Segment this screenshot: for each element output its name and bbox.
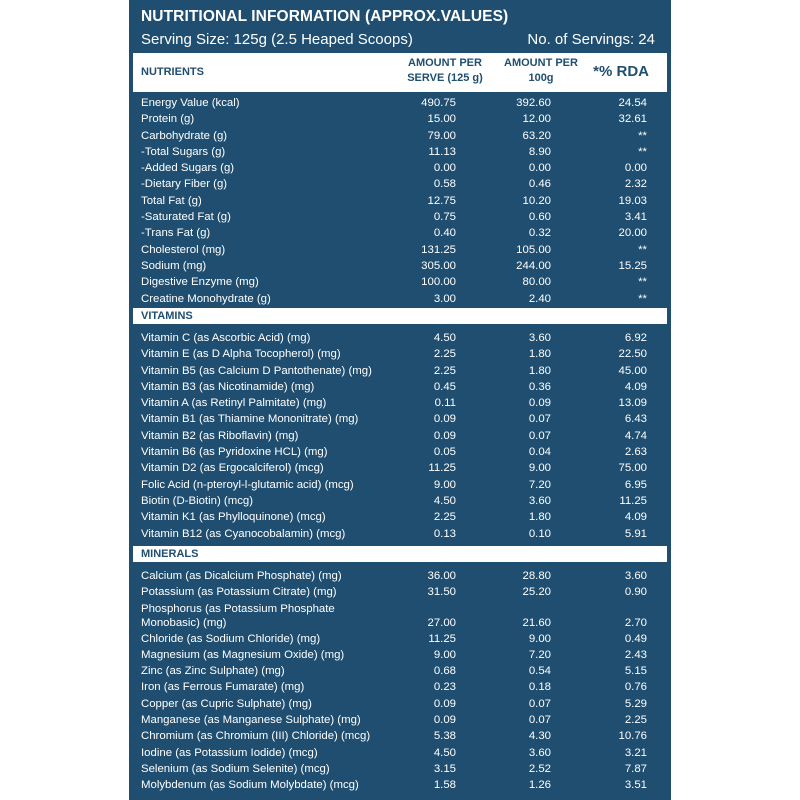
amount-per-serve: 0.00 bbox=[433, 162, 456, 175]
nutrient-name: Vitamin A (as Retinyl Palmitate) (mg) bbox=[141, 397, 327, 410]
rda-percent: 2.63 bbox=[624, 446, 647, 459]
nutrient-name: Vitamin K1 (as Phylloquinone) (mcg) bbox=[141, 511, 326, 524]
table-row bbox=[129, 526, 671, 542]
amount-per-serve: 0.45 bbox=[433, 380, 456, 393]
nutrients-list bbox=[129, 95, 671, 307]
amount-per-serve: 0.09 bbox=[433, 714, 456, 727]
table-row bbox=[129, 477, 671, 493]
vitamins-list bbox=[129, 330, 671, 542]
amount-per-100g: 4.30 bbox=[528, 730, 551, 743]
table-row bbox=[129, 777, 671, 793]
rda-percent: ** bbox=[638, 276, 647, 289]
minerals-list bbox=[129, 568, 671, 794]
amount-per-100g: 0.04 bbox=[528, 446, 551, 459]
nutrient-name: Selenium (as Sodium Selenite) (mcg) bbox=[141, 762, 330, 775]
amount-per-100g: 8.90 bbox=[528, 145, 551, 158]
amount-per-100g: 2.40 bbox=[528, 292, 551, 305]
rda-percent: 6.43 bbox=[624, 413, 647, 426]
nutrient-name: Vitamin B5 (as Calcium D Pantothenate) (mg) bbox=[141, 364, 372, 377]
header-per-serve-line1: AMOUNT PER bbox=[408, 57, 482, 69]
rda-percent: 3.60 bbox=[624, 570, 647, 582]
amount-per-100g: 0.09 bbox=[528, 397, 551, 410]
table-row bbox=[129, 111, 671, 127]
header-per-100g-line2: 100g bbox=[528, 72, 554, 84]
amount-per-100g: 392.60 bbox=[516, 97, 551, 109]
table-row bbox=[129, 363, 671, 379]
amount-per-serve: 0.75 bbox=[433, 211, 456, 224]
rda-percent: 19.03 bbox=[618, 194, 647, 207]
amount-per-100g: 80.00 bbox=[522, 276, 551, 289]
amount-per-serve: 0.09 bbox=[433, 413, 456, 426]
rda-percent: 6.92 bbox=[624, 332, 647, 344]
rda-percent: 0.90 bbox=[624, 586, 647, 599]
table-row bbox=[129, 291, 671, 307]
table-row bbox=[129, 712, 671, 728]
rda-percent: ** bbox=[638, 243, 647, 256]
table-row bbox=[129, 601, 671, 631]
rda-percent: 32.61 bbox=[618, 113, 647, 126]
amount-per-100g: 0.32 bbox=[528, 227, 551, 240]
amount-per-100g: 9.00 bbox=[528, 462, 551, 475]
amount-per-100g: 1.26 bbox=[528, 779, 551, 792]
table-row bbox=[129, 493, 671, 509]
amount-per-serve: 0.13 bbox=[433, 527, 456, 540]
rda-percent: 5.91 bbox=[624, 527, 647, 540]
nutrient-name: Folic Acid (n-pteroyl-l-glutamic acid) (mcg) bbox=[141, 478, 354, 491]
rda-percent: ** bbox=[638, 145, 647, 158]
rda-percent: 10.76 bbox=[618, 730, 647, 743]
amount-per-100g: 1.80 bbox=[528, 511, 551, 524]
nutrient-name: Manganese (as Manganese Sulphate) (mg) bbox=[141, 714, 361, 727]
amount-per-serve: 0.40 bbox=[433, 227, 456, 240]
amount-per-100g: 0.18 bbox=[528, 681, 551, 694]
table-row bbox=[129, 631, 671, 647]
rda-percent: 2.43 bbox=[624, 648, 647, 661]
amount-per-100g: 105.00 bbox=[516, 243, 551, 256]
nutrient-name: Sodium (mg) bbox=[141, 259, 207, 272]
table-row bbox=[129, 568, 671, 584]
rda-percent: 13.09 bbox=[618, 397, 647, 410]
table-row bbox=[129, 679, 671, 695]
amount-per-serve: 490.75 bbox=[421, 97, 456, 109]
rda-percent: ** bbox=[638, 129, 647, 142]
rda-percent: 4.09 bbox=[624, 511, 647, 524]
amount-per-100g: 1.80 bbox=[528, 364, 551, 377]
amount-per-100g: 244.00 bbox=[516, 259, 551, 272]
nutrient-name: Vitamin B6 (as Pyridoxine HCL) (mg) bbox=[141, 446, 328, 459]
amount-per-serve: 131.25 bbox=[421, 243, 456, 256]
nutrient-name: Creatine Monohydrate (g) bbox=[141, 292, 271, 305]
amount-per-100g: 0.46 bbox=[528, 178, 551, 191]
rda-percent: 3.51 bbox=[624, 779, 647, 792]
nutrient-name: Vitamin D2 (as Ergocalciferol) (mcg) bbox=[141, 462, 324, 475]
nutrient-name: Iron (as Ferrous Fumarate) (mg) bbox=[141, 681, 305, 694]
rda-percent: 4.09 bbox=[624, 380, 647, 393]
table-row bbox=[129, 209, 671, 225]
rda-percent: 15.25 bbox=[618, 259, 647, 272]
table-row bbox=[129, 411, 671, 427]
table-row bbox=[129, 761, 671, 777]
amount-per-serve: 0.09 bbox=[433, 429, 456, 442]
nutrient-name: Protein (g) bbox=[141, 113, 195, 126]
amount-per-serve: 4.50 bbox=[433, 494, 456, 507]
amount-per-serve: 5.38 bbox=[433, 730, 456, 743]
amount-per-serve: 2.25 bbox=[433, 511, 456, 524]
nutrient-name: Molybdenum (as Sodium Molybdate) (mcg) bbox=[141, 779, 359, 792]
header-per-serve bbox=[395, 56, 495, 86]
amount-per-serve: 0.23 bbox=[433, 681, 456, 694]
amount-per-100g: 21.60 bbox=[522, 616, 551, 629]
nutrient-name: Calcium (as Dicalcium Phosphate) (mg) bbox=[141, 570, 342, 582]
amount-per-100g: 1.80 bbox=[528, 348, 551, 361]
amount-per-serve: 0.68 bbox=[433, 665, 456, 678]
table-row bbox=[129, 663, 671, 679]
panel-title: NUTRITIONAL INFORMATION (APPROX.VALUES) bbox=[141, 8, 509, 25]
rda-percent: 0.00 bbox=[624, 162, 647, 175]
rda-percent: 0.76 bbox=[624, 681, 647, 694]
amount-per-serve: 4.50 bbox=[433, 746, 456, 759]
amount-per-100g: 9.00 bbox=[528, 632, 551, 645]
amount-per-100g: 25.20 bbox=[522, 586, 551, 599]
amount-per-100g: 3.60 bbox=[528, 746, 551, 759]
amount-per-serve: 27.00 bbox=[427, 616, 456, 629]
nutrient-name: -Total Sugars (g) bbox=[141, 145, 226, 158]
amount-per-serve: 0.11 bbox=[434, 397, 456, 410]
amount-per-100g: 0.07 bbox=[528, 413, 551, 426]
rda-percent: 75.00 bbox=[618, 462, 647, 475]
nutrient-name: Energy Value (kcal) bbox=[141, 97, 240, 109]
nutrient-name: -Dietary Fiber (g) bbox=[141, 178, 228, 191]
amount-per-serve: 0.05 bbox=[433, 446, 456, 459]
amount-per-serve: 31.50 bbox=[427, 586, 456, 599]
amount-per-100g: 3.60 bbox=[528, 494, 551, 507]
amount-per-100g: 0.60 bbox=[528, 211, 551, 224]
minerals-section-header: MINERALS bbox=[133, 546, 667, 562]
amount-per-100g: 10.20 bbox=[522, 194, 551, 207]
amount-per-100g: 3.60 bbox=[528, 332, 551, 344]
amount-per-serve: 3.15 bbox=[433, 762, 456, 775]
amount-per-100g: 2.52 bbox=[528, 762, 551, 775]
amount-per-serve: 3.00 bbox=[433, 292, 456, 305]
table-row bbox=[129, 728, 671, 744]
table-row bbox=[129, 274, 671, 290]
table-row bbox=[129, 428, 671, 444]
amount-per-serve: 11.25 bbox=[428, 632, 456, 645]
table-row bbox=[129, 647, 671, 663]
nutrient-name: Copper (as Cupric Sulphate) (mg) bbox=[141, 697, 312, 710]
amount-per-serve: 12.75 bbox=[427, 194, 456, 207]
table-row bbox=[129, 745, 671, 761]
header-per-100g-line1: AMOUNT PER bbox=[504, 57, 578, 69]
table-row bbox=[129, 395, 671, 411]
amount-per-100g: 7.20 bbox=[528, 648, 551, 661]
nutrient-name: Chloride (as Sodium Chloride) (mg) bbox=[141, 632, 321, 645]
amount-per-serve: 9.00 bbox=[433, 648, 456, 661]
amount-per-100g: 0.36 bbox=[528, 380, 551, 393]
amount-per-100g: 0.54 bbox=[528, 665, 551, 678]
amount-per-serve: 1.58 bbox=[433, 779, 456, 792]
amount-per-serve: 11.13 bbox=[428, 145, 456, 158]
table-row bbox=[129, 160, 671, 176]
nutrient-name: -Added Sugars (g) bbox=[141, 162, 235, 175]
servings-count: No. of Servings: 24 bbox=[527, 31, 655, 48]
nutrient-name: Iodine (as Potassium Iodide) (mcg) bbox=[141, 746, 318, 759]
table-row bbox=[129, 509, 671, 525]
amount-per-serve: 0.09 bbox=[433, 697, 456, 710]
table-row bbox=[129, 460, 671, 476]
rda-percent: 11.25 bbox=[619, 494, 647, 507]
rda-percent: 5.15 bbox=[624, 665, 647, 678]
nutrient-name: Vitamin C (as Ascorbic Acid) (mg) bbox=[141, 332, 311, 344]
table-row bbox=[129, 176, 671, 192]
nutrient-name: -Trans Fat (g) bbox=[141, 227, 211, 240]
table-row bbox=[129, 346, 671, 362]
amount-per-serve: 100.00 bbox=[421, 276, 456, 289]
serving-size: Serving Size: 125g (2.5 Heaped Scoops) bbox=[141, 31, 413, 48]
table-row bbox=[129, 193, 671, 209]
amount-per-100g: 0.10 bbox=[528, 527, 551, 540]
amount-per-serve: 0.58 bbox=[433, 178, 456, 191]
amount-per-100g: 0.07 bbox=[528, 714, 551, 727]
amount-per-serve: 4.50 bbox=[433, 332, 456, 344]
table-row bbox=[129, 330, 671, 346]
nutrient-name: Vitamin B1 (as Thiamine Mononitrate) (mg) bbox=[141, 413, 359, 426]
table-header bbox=[133, 53, 667, 92]
amount-per-100g: 7.20 bbox=[528, 478, 551, 491]
amount-per-100g: 0.00 bbox=[528, 162, 551, 175]
rda-percent: 0.49 bbox=[624, 632, 647, 645]
nutrient-name: Chromium (as Chromium (III) Chloride) (mcg) bbox=[141, 730, 371, 743]
header-rda: *% RDA bbox=[593, 63, 649, 80]
rda-percent: 20.00 bbox=[618, 227, 647, 240]
nutrient-name: Magnesium (as Magnesium Oxide) (mg) bbox=[141, 648, 345, 661]
nutrient-name: Digestive Enzyme (mg) bbox=[141, 276, 259, 289]
amount-per-serve: 9.00 bbox=[433, 478, 456, 491]
table-row bbox=[129, 379, 671, 395]
rda-percent: 2.70 bbox=[624, 616, 647, 629]
rda-percent: 22.50 bbox=[618, 348, 647, 361]
table-row bbox=[129, 128, 671, 144]
table-row bbox=[129, 144, 671, 160]
table-row bbox=[129, 225, 671, 241]
table-row bbox=[129, 444, 671, 460]
rda-percent: 2.25 bbox=[624, 714, 647, 727]
amount-per-100g: 63.20 bbox=[522, 129, 551, 142]
amount-per-serve: 36.00 bbox=[427, 570, 456, 582]
rda-percent: ** bbox=[638, 292, 647, 305]
nutrition-panel bbox=[129, 0, 671, 800]
nutrient-name: Vitamin B12 (as Cyanocobalamin) (mcg) bbox=[141, 527, 346, 540]
rda-percent: 24.54 bbox=[618, 97, 647, 109]
vitamins-section-header: VITAMINS bbox=[133, 308, 667, 324]
rda-percent: 3.41 bbox=[624, 211, 647, 224]
rda-percent: 3.21 bbox=[624, 746, 647, 759]
nutrient-name: Phosphorus (as Potassium Phosphate Monobasic) (mg) bbox=[141, 602, 335, 629]
nutrient-name: Zinc (as Zinc Sulphate) (mg) bbox=[141, 665, 285, 678]
nutrient-name: Potassium (as Potassium Citrate) (mg) bbox=[141, 586, 337, 599]
amount-per-serve: 305.00 bbox=[421, 259, 456, 272]
table-row bbox=[129, 584, 671, 600]
rda-percent: 5.29 bbox=[624, 697, 647, 710]
rda-percent: 6.95 bbox=[624, 478, 647, 491]
amount-per-100g: 28.80 bbox=[522, 570, 551, 582]
amount-per-100g: 0.07 bbox=[528, 429, 551, 442]
amount-per-serve: 2.25 bbox=[433, 364, 456, 377]
nutrient-name: Vitamin B3 (as Nicotinamide) (mg) bbox=[141, 380, 315, 393]
nutrient-name: Cholesterol (mg) bbox=[141, 243, 226, 256]
amount-per-serve: 2.25 bbox=[433, 348, 456, 361]
table-row bbox=[129, 95, 671, 111]
table-row bbox=[129, 696, 671, 712]
table-row bbox=[129, 242, 671, 258]
header-per-serve-line2: SERVE (125 g) bbox=[407, 72, 483, 84]
nutrient-name: Carbohydrate (g) bbox=[141, 129, 228, 142]
nutrient-name: Total Fat (g) bbox=[141, 194, 202, 207]
header-per-100g bbox=[491, 56, 591, 86]
amount-per-100g: 12.00 bbox=[522, 113, 551, 126]
nutrient-name: Vitamin E (as D Alpha Tocopherol) (mg) bbox=[141, 348, 341, 361]
amount-per-serve: 11.25 bbox=[428, 462, 456, 475]
nutrient-name: Vitamin B2 (as Riboflavin) (mg) bbox=[141, 429, 299, 442]
header-nutrients: NUTRIENTS bbox=[141, 66, 204, 78]
amount-per-serve: 79.00 bbox=[427, 129, 456, 142]
rda-percent: 2.32 bbox=[624, 178, 647, 191]
table-row bbox=[129, 258, 671, 274]
rda-percent: 4.74 bbox=[624, 429, 647, 442]
rda-percent: 7.87 bbox=[624, 762, 647, 775]
nutrient-name: Biotin (D-Biotin) (mcg) bbox=[141, 494, 254, 507]
amount-per-100g: 0.07 bbox=[528, 697, 551, 710]
rda-percent: 45.00 bbox=[618, 364, 647, 377]
nutrient-name: -Saturated Fat (g) bbox=[141, 211, 231, 224]
amount-per-serve: 15.00 bbox=[427, 113, 456, 126]
